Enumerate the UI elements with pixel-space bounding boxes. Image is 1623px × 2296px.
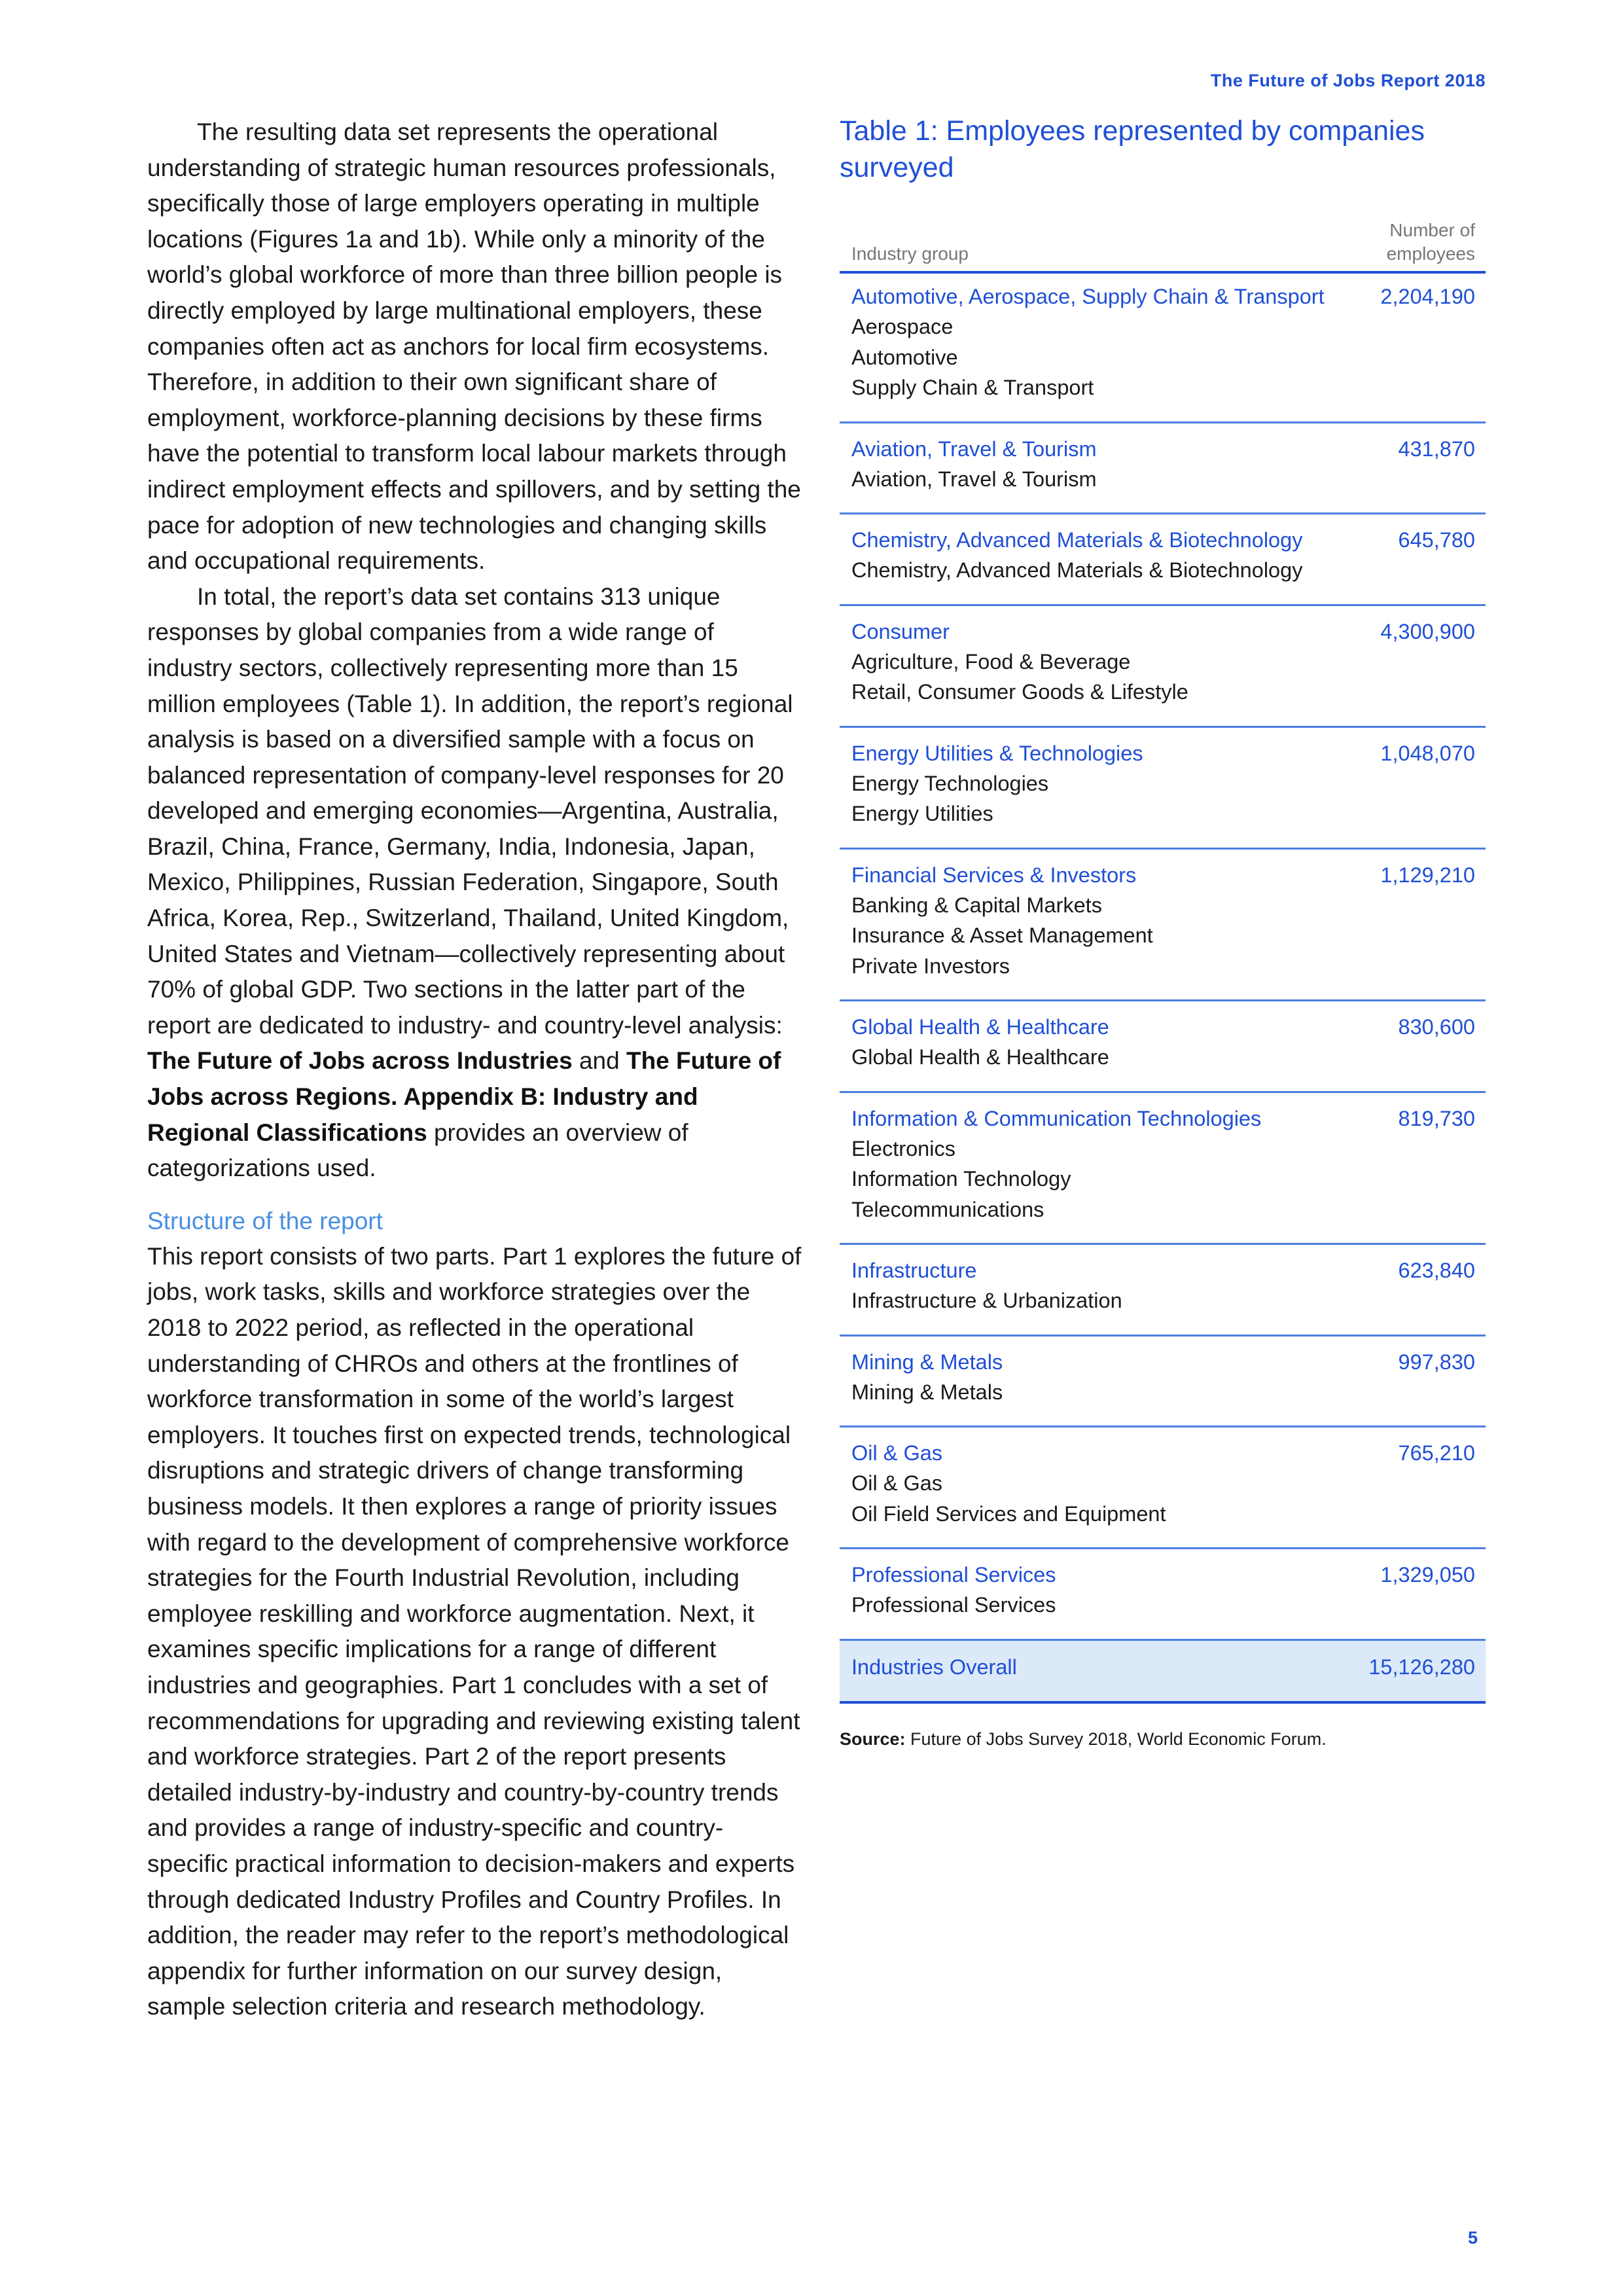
industry-subgroup: Agriculture, Food & Beverage (851, 649, 1131, 673)
paragraph-text: and (572, 1047, 626, 1075)
industry-subgroup: Automotive (851, 345, 958, 369)
section-heading: Structure of the report (147, 1207, 383, 1234)
industry-subgroup: Aviation, Travel & Tourism (851, 467, 1097, 491)
industry-subgroup: Information Technology (851, 1167, 1071, 1191)
running-header: The Future of Jobs Report 2018 (1210, 71, 1486, 90)
employee-count: 2,204,190 (1380, 285, 1475, 308)
industry-group-name: Aviation, Travel & Tourism (851, 437, 1097, 461)
body-text-column (147, 115, 803, 2025)
industry-group-name: Infrastructure (851, 1259, 977, 1282)
column-header-industry-group: Industry group (851, 243, 969, 264)
industry-subgroup: Infrastructure & Urbanization (851, 1289, 1122, 1312)
industries-section-ref: The Future of Jobs across Industries (147, 1047, 573, 1075)
group-header (851, 1012, 1475, 1042)
industry-subgroup: Oil Field Services and Equipment (851, 1501, 1166, 1526)
industry-subgroup: Aerospace (851, 315, 954, 338)
employee-count: 431,870 (1398, 437, 1475, 461)
group-header (851, 1347, 1475, 1377)
column-header-employees (1387, 219, 1475, 266)
industry-subgroup: Oil & Gas (851, 1471, 943, 1495)
industry-group-name: Oil & Gas (851, 1441, 943, 1465)
group-header (851, 1103, 1475, 1134)
table-row (840, 606, 1486, 728)
table-row (840, 850, 1486, 1002)
industry-subgroup: Electronics (851, 1136, 955, 1160)
industry-subgroup: Private Investors (851, 954, 1010, 978)
employee-count: 1,129,210 (1380, 863, 1475, 887)
group-header (851, 434, 1475, 464)
total-value: 15,126,280 (1368, 1655, 1475, 1679)
employee-count: 645,780 (1398, 528, 1475, 552)
page-number: 5 (1467, 2228, 1478, 2248)
total-label: Industries Overall (851, 1655, 1017, 1679)
table-row (840, 1245, 1486, 1336)
employee-count: 4,300,900 (1380, 619, 1475, 643)
employee-count: 830,600 (1398, 1015, 1475, 1039)
table-row (840, 423, 1486, 515)
industry-subgroup: Telecommunications (851, 1197, 1044, 1221)
industry-subgroup: Retail, Consumer Goods & Lifestyle (851, 680, 1188, 704)
industry-subgroup: Energy Utilities (851, 802, 993, 825)
source-label: Source: (840, 1729, 906, 1749)
industry-group-name: Mining & Metals (851, 1350, 1003, 1374)
industry-subgroup: Banking & Capital Markets (851, 893, 1102, 917)
group-header (851, 1560, 1475, 1590)
paragraph-structure: This report consists of two parts. Part 1 explores the future of jobs, work tasks, skills and workforce strategies over the 2018 to 2022 period, as reflected in the operational understanding of CHROs and others at the frontlines of workforce transformation in some of the world’s largest employers. It touches first on expected trends, technological disruptions and strategic drivers of change transforming business models. It then explores a range of priority issues with regard to the development of comprehensive workforce strategies for the Fourth Industrial Revolution, including employee reskilling and workforce augmentation. Next, it examines specific implications for a range of different industries and geographies. Part 1 concludes with a set of recommendations for upgrading and reviewing existing talent and workforce strategies. Part 2 of the report presents detailed industry-by-industry and country-by-country trends and provides a range of industry-specific and country-specific practical information to decision-makers and experts through dedicated Industry Profiles and Country Profiles. In addition, the reader may refer to the report’s methodological appendix for further information on our survey design, sample selection criteria and research methodology. (147, 1242, 802, 2020)
table-row (840, 514, 1486, 606)
table-header-row (840, 216, 1486, 274)
group-header (851, 525, 1475, 555)
industry-group-name: Global Health & Healthcare (851, 1015, 1109, 1039)
table-row (840, 1336, 1486, 1428)
industry-group-name: Financial Services & Investors (851, 863, 1137, 887)
table-row (840, 1549, 1486, 1641)
industry-subgroup: Insurance & Asset Management (851, 924, 1153, 947)
table-total-row (840, 1641, 1486, 1704)
group-header (851, 617, 1475, 647)
total-row-header (851, 1641, 1475, 1693)
industry-subgroup: Energy Technologies (851, 771, 1049, 795)
table-source-note (840, 1727, 1486, 1751)
regions-appendix-ref: The Future of Jobs across Regions. Appendix B: Industry and Regional Classifications (147, 1047, 781, 1146)
employee-count: 623,840 (1398, 1259, 1475, 1282)
employee-count: 765,210 (1398, 1441, 1475, 1465)
paragraph-text: In total, the report’s data set contains 313 unique responses by global companies from a wide range of industry sectors, collectively representing more than 15 million employees (Table 1). In addition, the report’s regional analysis is based on a diversified sample with a focus on balanced representation of company-level responses for 20 developed and emerging economies—Argentina, Australia, Brazil, China, France, Germany, India, Indonesia, Japan, Mexico, Philippines, Russian Federation, Singapore, South Africa, Korea, Rep., Switzerland, Thailand, United Kingdom, United States and Vietnam—collectively representing about 70% of global GDP. Two sections in the latter part of the report are dedicated to industry- and country-level analysis: (147, 583, 793, 1039)
table-body (840, 274, 1486, 1641)
table-row (840, 1093, 1486, 1246)
group-header (851, 1255, 1475, 1285)
industry-subgroup: Supply Chain & Transport (851, 376, 1094, 399)
industry-subgroup: Mining & Metals (851, 1380, 1003, 1404)
table-row (840, 274, 1486, 423)
group-header (851, 860, 1475, 890)
group-header (851, 281, 1475, 312)
table-row (840, 1427, 1486, 1549)
table-title: Table 1: Employees represented by companies surveyed (840, 115, 1425, 183)
group-header (851, 1438, 1475, 1468)
industry-group-name: Information & Communication Technologies (851, 1106, 1262, 1130)
industry-group-name: Consumer (851, 619, 950, 643)
industry-group-name: Energy Utilities & Technologies (851, 741, 1143, 765)
industry-subgroup: Professional Services (851, 1593, 1056, 1617)
paragraph-responses (147, 579, 803, 1187)
employee-count: 1,048,070 (1380, 741, 1475, 765)
industry-subgroup: Global Health & Healthcare (851, 1045, 1109, 1069)
source-text: Future of Jobs Survey 2018, World Economic Forum. (905, 1729, 1327, 1749)
employee-count: 819,730 (1398, 1106, 1475, 1130)
employee-count: 1,329,050 (1380, 1563, 1475, 1587)
table-row (840, 728, 1486, 850)
table-column (840, 113, 1486, 1751)
paragraph-text: provides an overview of categorizations used. (147, 1119, 688, 1182)
industry-group-name: Chemistry, Advanced Materials & Biotechnology (851, 528, 1303, 552)
employee-count: 997,830 (1398, 1350, 1475, 1374)
table-row (840, 1001, 1486, 1093)
paragraph-data-set: The resulting data set represents the operational understanding of strategic human resources professionals, specifically those of large employers operating in multiple locations (Figures 1a and 1b). While only a minority of the world’s global workforce of more than three billion people is directly employed by large multinational employers, these companies often act as anchors for local firm ecosystems. Therefore, in addition to their own significant share of employment, workforce-planning decisions by these firms have the potential to transform local labour markets through indirect employment effects and spillovers, and by setting the pace for adoption of new technologies and changing skills and occupational requirements. (147, 118, 801, 575)
industry-group-name: Professional Services (851, 1563, 1056, 1587)
group-header (851, 738, 1475, 768)
column-header-line: Number of (1389, 220, 1475, 240)
industry-group-name: Automotive, Aerospace, Supply Chain & Transport (851, 285, 1325, 308)
industry-subgroup: Chemistry, Advanced Materials & Biotechnology (851, 558, 1303, 582)
column-header-line: employees (1386, 243, 1475, 264)
